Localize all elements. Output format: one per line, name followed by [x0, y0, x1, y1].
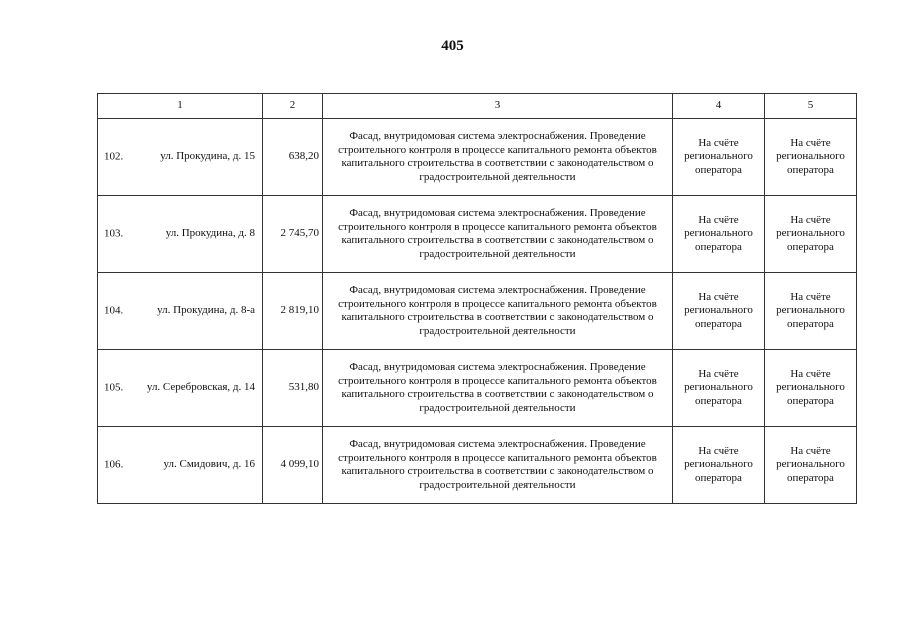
row-col5: На счёте регионального оператора: [765, 427, 857, 504]
header-col-5: 5: [765, 94, 857, 119]
row-address: ул. Прокудина, д. 8: [165, 227, 255, 240]
header-col-4: 4: [673, 94, 765, 119]
table-row: [98, 427, 857, 504]
row-area: 2 745,70: [263, 196, 323, 273]
row-area: 531,80: [263, 350, 323, 427]
table-row: [98, 196, 857, 273]
table-body: [98, 119, 857, 504]
repair-schedule-table: [97, 93, 857, 504]
row-works: Фасад, внутридомовая система электроснабжения. Проведение строительного контроля в процессе капитального ремонта объектов капитального строительства в соответствии с законодательством о градостроительной деятельности: [323, 273, 673, 350]
row-col5: На счёте регионального оператора: [765, 196, 857, 273]
row-col5: На счёте регионального оператора: [765, 350, 857, 427]
header-col-1: 1: [98, 94, 263, 119]
row-works: Фасад, внутридомовая система электроснабжения. Проведение строительного контроля в процессе капитального ремонта объектов капитального строительства в соответствии с законодательством о градостроительной деятельности: [323, 119, 673, 196]
table-row: [98, 119, 857, 196]
row-number: 106.: [104, 458, 124, 471]
row-address: ул. Прокудина, д. 15: [160, 150, 255, 163]
header-col-3: 3: [323, 94, 673, 119]
row-area: 638,20: [263, 119, 323, 196]
row-address-cell: [98, 196, 263, 273]
table-header: [98, 94, 857, 119]
row-address-cell: [98, 350, 263, 427]
row-col5: На счёте регионального оператора: [765, 273, 857, 350]
row-number: 104.: [104, 304, 124, 317]
row-works: Фасад, внутридомовая система электроснабжения. Проведение строительного контроля в процессе капитального ремонта объектов капитального строительства в соответствии с законодательством о градостроительной деятельности: [323, 427, 673, 504]
row-col4: На счёте регионального оператора: [673, 196, 765, 273]
row-works: Фасад, внутридомовая система электроснабжения. Проведение строительного контроля в процессе капитального ремонта объектов капитального строительства в соответствии с законодательством о градостроительной деятельности: [323, 196, 673, 273]
header-row: [98, 94, 857, 119]
row-address-cell: [98, 273, 263, 350]
row-address: ул. Смидович, д. 16: [163, 458, 255, 471]
row-col4: На счёте регионального оператора: [673, 273, 765, 350]
row-address: ул. Серебровская, д. 14: [146, 381, 255, 394]
row-number: 102.: [104, 150, 124, 163]
row-col4: На счёте регионального оператора: [673, 427, 765, 504]
row-address-cell: [98, 119, 263, 196]
row-address: ул. Прокудина, д. 8-а: [157, 304, 255, 317]
row-number: 103.: [104, 227, 124, 240]
page-number: 405: [441, 38, 464, 54]
row-area: 4 099,10: [263, 427, 323, 504]
row-works: Фасад, внутридомовая система электроснабжения. Проведение строительного контроля в процессе капитального ремонта объектов капитального строительства в соответствии с законодательством о градостроительной деятельности: [323, 350, 673, 427]
table-row: [98, 273, 857, 350]
row-col4: На счёте регионального оператора: [673, 119, 765, 196]
row-address-cell: [98, 427, 263, 504]
header-col-2: 2: [263, 94, 323, 119]
row-area: 2 819,10: [263, 273, 323, 350]
row-col4: На счёте регионального оператора: [673, 350, 765, 427]
table-row: [98, 350, 857, 427]
row-col5: На счёте регионального оператора: [765, 119, 857, 196]
row-number: 105.: [104, 381, 124, 394]
